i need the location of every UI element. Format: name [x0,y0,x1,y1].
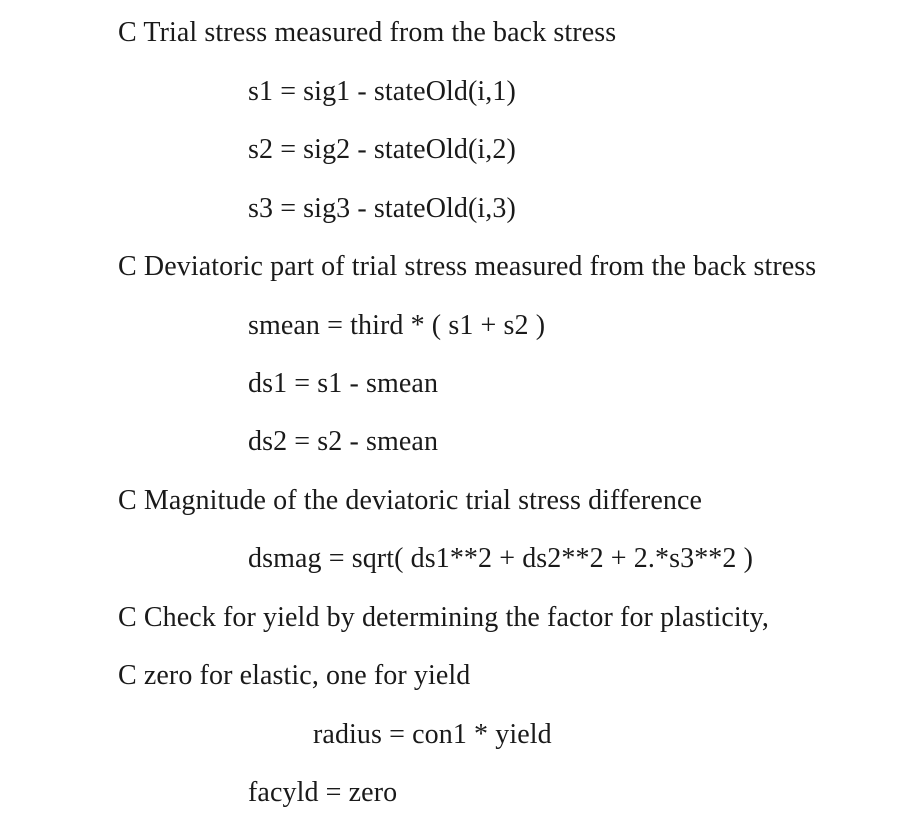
code-line: dsmag = sqrt( ds1**2 + ds2**2 + 2.*s3**2 ) [248,543,754,574]
code-line: s1 = sig1 - stateOld(i,1) [248,76,516,107]
code-line: smean = third * ( s1 + s2 ) [248,310,546,341]
comment-line: C Deviatoric part of trial stress measured from the back stress [118,251,817,282]
comment-line: C zero for elastic, one for yield [118,660,471,691]
code-line: radius = con1 * yield [313,719,552,750]
code-line: facyld = zero [248,777,398,808]
code-line: ds2 = s2 - smean [248,426,439,457]
code-line: s2 = sig2 - stateOld(i,2) [248,134,516,165]
comment-line: C Trial stress measured from the back stress [118,17,617,48]
code-line: ds1 = s1 - smean [248,368,439,399]
code-line: s3 = sig3 - stateOld(i,3) [248,193,516,224]
comment-line: C Check for yield by determining the factor for plasticity, [118,602,770,633]
comment-line: C Magnitude of the deviatoric trial stress difference [118,485,703,516]
